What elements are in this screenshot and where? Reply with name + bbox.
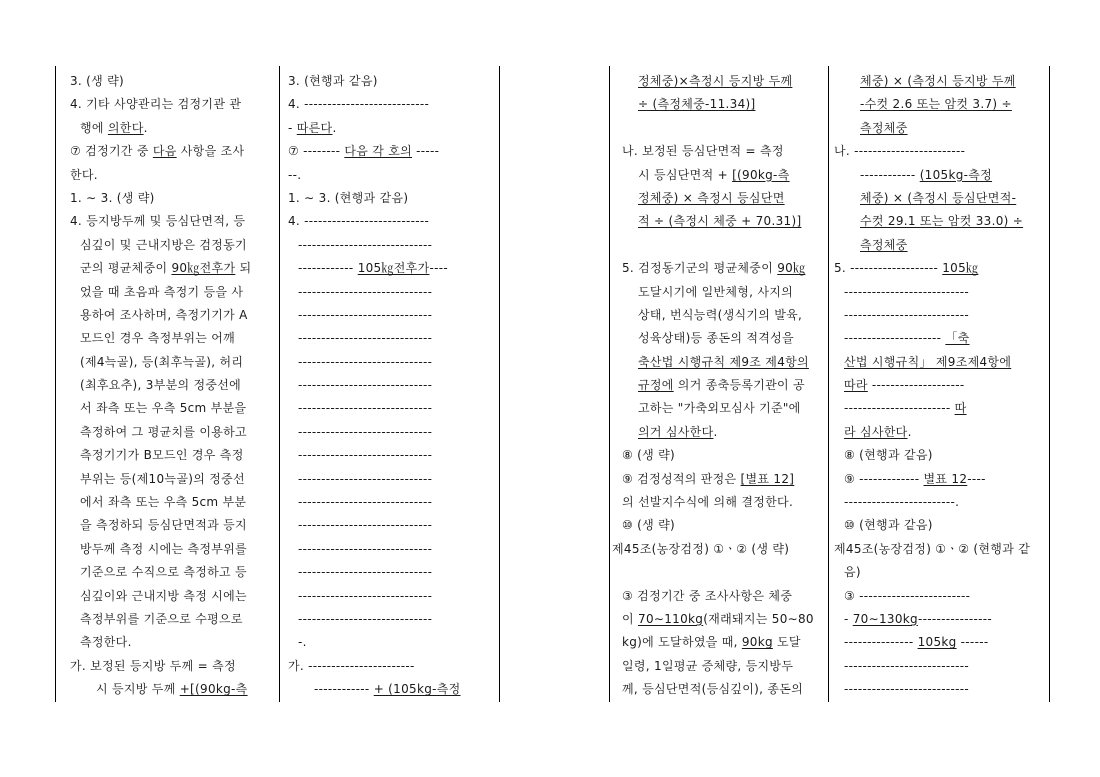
- text-line: -----------------------------: [298, 331, 433, 346]
- text-line: [834, 257, 1044, 280]
- text-line: 었을 때 초음파 측정기 등을 사: [80, 284, 244, 299]
- text-segment: ---------------: [844, 635, 918, 650]
- text-line: 측정부위를 기준으로 수평으로: [80, 611, 243, 626]
- underlined-text: 별표 12: [923, 471, 968, 486]
- text-line: -----------------------------: [298, 354, 433, 369]
- text-segment: ------------: [298, 261, 358, 276]
- text-line: -----------------------------: [298, 518, 433, 533]
- text-line: 1. ∼ 3. (현행과 같음): [288, 190, 409, 205]
- text-line: 3. (생 략): [70, 74, 125, 88]
- text-line: [612, 468, 820, 491]
- text-line: -----------------------------: [298, 378, 433, 393]
- text-segment: ⑨ 검정성적의 판정은: [622, 471, 741, 486]
- text-line: [70, 93, 272, 116]
- text-line: [288, 117, 492, 140]
- text-line: 서 좌측 또는 우측 5cm 부분을: [80, 401, 247, 416]
- text-line: [612, 561, 820, 584]
- text-line: 측정기기가 B모드인 경우 측정: [80, 448, 244, 463]
- text-line: (제4늑골), 등(최후늑골), 허리: [80, 354, 244, 369]
- underlined-text: 산법 시행규칙」 제9조제4항에: [844, 354, 1012, 369]
- text-segment: -: [288, 120, 297, 135]
- text-segment: 이: [622, 611, 639, 626]
- underlined-text: 「축: [945, 331, 970, 346]
- text-line: ---------------------------: [844, 307, 970, 322]
- text-line: 모드인 경우 측정부위는 어깨: [80, 331, 236, 346]
- underlined-text: 정체중)×측정시 등지방 두께: [638, 74, 793, 88]
- text-line: -----------------------------: [298, 307, 433, 322]
- text-line: [834, 187, 1044, 210]
- text-segment: ⑦ 검정기간 중: [70, 144, 153, 159]
- page-right-current-column: [612, 70, 820, 702]
- underlined-text: 70∼110kg: [638, 611, 704, 626]
- text-line: 고하는 "가축외모심사 기준"에: [638, 401, 801, 416]
- underlined-text: [(90kg-측: [732, 167, 790, 182]
- text-line: ⑧ (생 략): [622, 448, 676, 463]
- text-line: 에서 좌측 또는 우측 5cm 부분: [80, 495, 247, 510]
- page-right-revised-column: [834, 70, 1044, 702]
- text-line: 3. (현행과 같음): [288, 74, 378, 88]
- text-segment: (재래돼지는 50∼80: [703, 611, 814, 626]
- text-line: 심깊이 및 근내지방은 검정동기: [80, 237, 247, 252]
- text-line: 도달시기에 일반체형, 사지의: [638, 284, 794, 299]
- page-left-revised-column: [288, 70, 492, 702]
- text-line: ③ ------------------------: [844, 588, 971, 603]
- page-right-right-border: [1049, 66, 1050, 702]
- text-line: [834, 421, 1044, 444]
- text-segment: .: [332, 120, 337, 135]
- text-line: [612, 187, 820, 210]
- underlined-text: 의한다: [107, 120, 144, 135]
- text-line: ---------------------------: [844, 682, 970, 697]
- text-line: [834, 374, 1044, 397]
- text-line: [612, 234, 820, 257]
- text-line: ---------------------------: [844, 658, 970, 673]
- underlined-text: 따른다: [296, 120, 333, 135]
- text-line: ------------------------.: [844, 495, 960, 510]
- text-segment: ---------------------: [844, 331, 946, 346]
- text-line: [834, 351, 1044, 374]
- text-line: 용하여 조사하며, 측정기기가 A: [80, 307, 248, 322]
- text-segment: 시 등지방 두께: [96, 682, 180, 697]
- underlined-text: 측정체중: [860, 120, 908, 135]
- text-segment: --------------------: [867, 378, 965, 393]
- text-line: 나. ------------------------: [834, 144, 966, 159]
- text-line: 부위는 등(제10늑골)의 정중선: [80, 471, 245, 486]
- text-segment: 되: [235, 261, 252, 276]
- text-line: [834, 70, 1044, 93]
- text-segment: -: [844, 611, 853, 626]
- text-line: [612, 210, 820, 233]
- text-line: ⑩ (생 략): [622, 518, 676, 533]
- text-line: ⑩ (현행과 같음): [844, 518, 933, 533]
- text-line: 심깊이와 근내지방 측정 시에는: [80, 588, 247, 603]
- text-segment: 행에: [80, 120, 108, 135]
- text-segment: 시 등심단면적 +: [638, 167, 733, 182]
- text-line: [612, 608, 820, 631]
- underlined-text: 70∼130kg: [852, 611, 918, 626]
- underlined-text: (105kg-측정: [919, 167, 993, 182]
- text-line: ⑧ (현행과 같음): [844, 448, 933, 463]
- text-line: [70, 257, 272, 280]
- text-line: [612, 164, 820, 187]
- text-line: 4. ---------------------------: [288, 97, 430, 112]
- text-segment: .: [713, 424, 718, 439]
- text-line: -----------------------------: [298, 611, 433, 626]
- underlined-text: 105㎏전후가: [357, 261, 430, 276]
- text-line: --.: [288, 167, 302, 182]
- text-line: 측정한다.: [80, 635, 132, 650]
- text-segment: 5. -------------------: [834, 261, 943, 276]
- underlined-text: 다음 각 호의: [344, 144, 413, 159]
- text-line: -----------------------------: [298, 541, 433, 556]
- text-line: -----------------------------: [298, 284, 433, 299]
- page-right-left-border: [609, 66, 610, 702]
- text-segment: -----------------------: [844, 401, 955, 416]
- text-line: 을 측정하되 등심단면적과 등지: [80, 518, 247, 533]
- text-line: [612, 117, 820, 140]
- underlined-text: 따라: [844, 378, 868, 393]
- text-line: -----------------------------: [298, 448, 433, 463]
- text-line: [612, 93, 820, 116]
- text-line: [288, 140, 492, 163]
- text-segment: 의거 종축등록기관이 공: [673, 378, 805, 393]
- underlined-text: 축산법 시행규칙 제9조 제4항의: [638, 354, 809, 369]
- text-line: 제45조(농장검정) ①ㆍ② (생 략): [612, 541, 790, 556]
- text-line: 일령, 1일평균 증체량, 등지방두: [622, 658, 794, 673]
- text-line: [288, 257, 492, 280]
- underlined-text: + (105kg-측정: [373, 682, 461, 697]
- text-segment: 4. 기타 사양관리는 검정기관 관: [70, 97, 242, 112]
- text-line: [70, 117, 272, 140]
- text-segment: ------: [956, 635, 989, 650]
- text-line: -.: [298, 635, 307, 650]
- underlined-text: -수컷 2.6 또는 암컷 3.7) ÷: [860, 97, 1012, 112]
- underlined-text: 규정에: [638, 378, 674, 393]
- text-line: 상태, 번식능력(생식기의 발육,: [638, 307, 803, 322]
- text-segment: 군의 평균체중이: [80, 261, 172, 276]
- text-line: [612, 374, 820, 397]
- text-line: [834, 327, 1044, 350]
- text-line: [70, 678, 272, 701]
- underlined-text: 90㎏: [777, 261, 806, 276]
- text-line: 기준으로 수직으로 측정하고 등: [80, 565, 247, 580]
- text-line: -----------------------------: [298, 588, 433, 603]
- underlined-text: [별표 12]: [740, 471, 795, 486]
- underlined-text: +[(90kg-측: [179, 682, 248, 697]
- text-line: [612, 70, 820, 93]
- underlined-text: 105㎏: [942, 261, 979, 276]
- page-left-right-border: [499, 66, 500, 702]
- underlined-text: 라 심사한다: [844, 424, 908, 439]
- text-line: ---------------------------: [844, 284, 970, 299]
- text-segment: .: [143, 120, 148, 135]
- text-line: 나. 보정된 등심단면적 = 측정: [622, 144, 784, 159]
- text-line: [834, 234, 1044, 257]
- page-left-left-border: [55, 66, 56, 702]
- underlined-text: 따: [954, 401, 967, 416]
- underlined-text: 다음: [152, 144, 177, 159]
- text-segment: 5. 검정동기군의 평균체중이: [622, 261, 778, 276]
- text-line: [834, 631, 1044, 654]
- text-segment: ⑦ --------: [288, 144, 345, 159]
- page-left-current-column: [70, 70, 272, 702]
- text-line: -----------------------------: [298, 401, 433, 416]
- text-segment: kg)에 도달하였을 때,: [622, 635, 742, 650]
- underlined-text: 체중) × (측정시 등심단면적-: [860, 190, 1017, 205]
- text-line: 음): [844, 565, 861, 580]
- text-line: (최후요추), 3부분의 정중선에: [80, 378, 242, 393]
- text-line: 성육상태)등 종돈의 적격성을: [638, 331, 794, 346]
- text-line: [612, 257, 820, 280]
- text-segment: ------------: [860, 167, 920, 182]
- text-line: [834, 210, 1044, 233]
- text-line: 방두께 측정 시에는 측정부위를: [80, 541, 247, 556]
- text-line: 측정하여 그 평균치를 이용하고: [80, 424, 247, 439]
- text-line: [612, 351, 820, 374]
- text-segment: ----------------: [917, 611, 993, 626]
- underlined-text: 90㎏전후가: [171, 261, 236, 276]
- text-line: 4. ---------------------------: [288, 214, 430, 229]
- text-segment: -----: [412, 144, 440, 159]
- text-segment: 사항을 조사: [176, 144, 245, 159]
- text-line: 가. 보정된 등지방 두께 = 측정: [70, 658, 236, 673]
- text-line: -----------------------------: [298, 565, 433, 580]
- underlined-text: 105kg: [917, 635, 957, 650]
- text-line: [834, 164, 1044, 187]
- text-line: [834, 117, 1044, 140]
- text-line: -----------------------------: [298, 495, 433, 510]
- text-line: 한다.: [70, 167, 98, 182]
- underlined-text: 의거 심사한다: [638, 424, 714, 439]
- text-line: -----------------------------: [298, 471, 433, 486]
- text-segment: ------------: [314, 682, 374, 697]
- underlined-text: 정체중) × 측정시 등심단면: [638, 190, 785, 205]
- text-line: 4. 등지방두께 및 등심단면적, 등: [70, 214, 246, 229]
- text-line: -----------------------------: [298, 424, 433, 439]
- underlined-text: 수컷 29.1 또는 암컷 33.0) ÷: [860, 214, 1024, 229]
- text-line: 제45조(농장검정) ①ㆍ② (현행과 같: [834, 541, 1031, 556]
- underlined-text: ÷ (측정체중-11.34)]: [638, 97, 756, 112]
- text-line: ③ 검정기간 중 조사사항은 체중: [622, 588, 793, 603]
- underlined-text: 적 ÷ (측정시 체중 + 70.31)]: [638, 214, 802, 229]
- text-line: 의 선발지수식에 의해 결정한다.: [622, 495, 794, 510]
- text-line: [834, 93, 1044, 116]
- text-line: [70, 140, 272, 163]
- text-line: -----------------------------: [298, 237, 433, 252]
- text-segment: .: [907, 424, 912, 439]
- text-line: 1. ∼ 3. (생 략): [70, 190, 155, 205]
- text-segment: ⑨ -------------: [844, 471, 924, 486]
- text-line: [612, 421, 820, 444]
- text-line: [288, 678, 492, 701]
- text-line: 께, 등심단면적(등심깊이), 종돈의: [622, 682, 804, 697]
- page-right-divider: [828, 66, 829, 702]
- text-segment: ----: [967, 471, 986, 486]
- text-line: [834, 397, 1044, 420]
- text-segment: 도달: [772, 635, 801, 650]
- underlined-text: 90kg: [741, 635, 773, 650]
- text-line: [834, 608, 1044, 631]
- text-segment: ----: [429, 261, 448, 276]
- underlined-text: 측정체중: [860, 237, 908, 252]
- text-line: [834, 468, 1044, 491]
- text-line: [612, 631, 820, 654]
- underlined-text: 체중) × (측정시 등지방 두께: [860, 74, 1016, 88]
- text-line: 가. -----------------------: [288, 658, 415, 673]
- page-left-divider: [279, 66, 280, 702]
